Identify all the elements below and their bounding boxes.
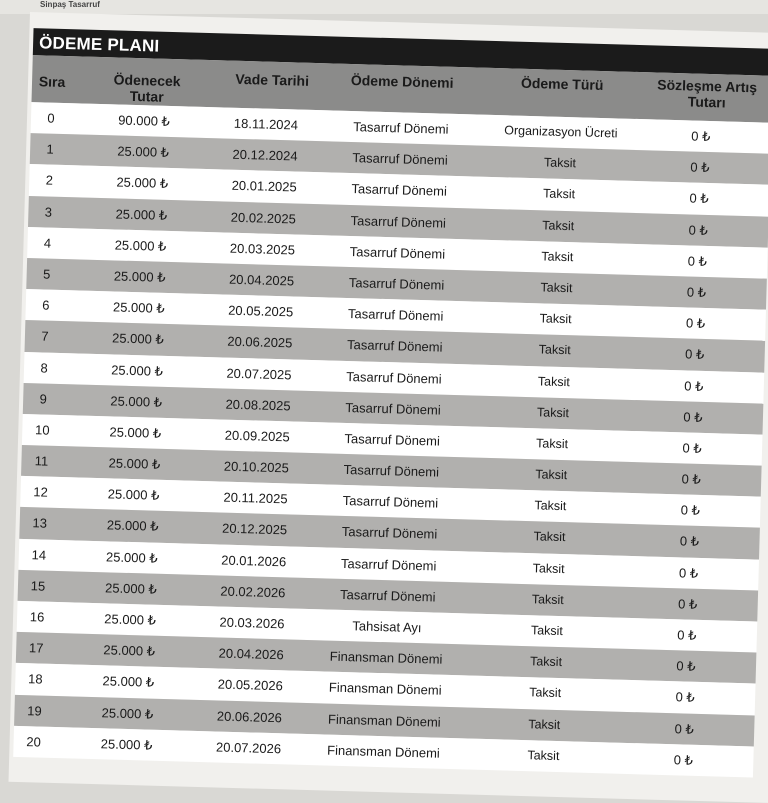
cell-vade: 20.03.2025: [229, 240, 296, 258]
cell-tutar: 25.000 ₺: [109, 424, 162, 441]
cell-vade: 20.08.2025: [225, 396, 291, 414]
cell-donem: Tasarruf Dönemi: [346, 337, 443, 355]
cell-tutar: 25.000 ₺: [107, 486, 160, 504]
cell-sira: 5: [42, 266, 51, 282]
cell-tur: Taksit: [533, 529, 566, 545]
cell-vade: 20.05.2025: [227, 302, 294, 320]
cell-tutar: 25.000 ₺: [104, 611, 157, 628]
cell-artis: 0 ₺: [688, 222, 708, 238]
cell-tur: Taksit: [535, 436, 569, 452]
cell-donem: Tasarruf Dönemi: [348, 274, 445, 293]
header-donem: Ödeme Dönemi: [350, 71, 454, 91]
cell-donem: Tasarruf Dönemi: [345, 399, 441, 418]
cell-donem: Tasarruf Dönemi: [340, 555, 437, 574]
cell-tur: Taksit: [528, 716, 561, 732]
cell-sira: 10: [34, 422, 50, 438]
cell-vade: 20.10.2025: [223, 458, 290, 476]
cell-tur: Taksit: [530, 623, 564, 639]
cell-vade: 20.06.2026: [216, 708, 283, 725]
cell-sira: 19: [27, 702, 42, 719]
cell-artis: 0 ₺: [680, 502, 701, 519]
cell-tutar: 25.000 ₺: [115, 206, 168, 223]
cell-tur: Taksit: [535, 467, 568, 483]
header-sira: Sıra: [38, 73, 66, 91]
cell-artis: 0 ₺: [674, 720, 695, 737]
cell-sira: 14: [31, 546, 47, 563]
cell-donem: Tasarruf Dönemi: [347, 306, 444, 324]
cell-donem: Tasarruf Dönemi: [344, 430, 441, 449]
cell-sira: 3: [44, 204, 53, 220]
cell-vade: 20.05.2026: [217, 676, 284, 694]
cell-donem: Tasarruf Dönemi: [343, 462, 440, 480]
cell-vade: 18.11.2024: [233, 115, 299, 133]
cell-tur: Taksit: [529, 685, 562, 701]
cell-vade: 20.04.2026: [218, 645, 284, 663]
cell-artis: 0 ₺: [684, 377, 704, 394]
cell-sira: 9: [39, 391, 48, 407]
cell-tutar: 25.000 ₺: [111, 330, 164, 348]
cell-tutar: 25.000 ₺: [102, 673, 155, 691]
header-tur: Ödeme Türü: [520, 74, 604, 94]
cell-tur: Taksit: [532, 560, 565, 576]
cell-tutar: 25.000 ₺: [112, 299, 165, 316]
cell-tur: Taksit: [543, 155, 577, 171]
cell-sira: 8: [40, 359, 48, 376]
cell-vade: 20.02.2025: [230, 209, 297, 227]
cell-artis: 0 ₺: [678, 564, 699, 581]
cell-tutar: 25.000 ₺: [103, 642, 156, 659]
cell-sira: 15: [30, 578, 46, 594]
cell-donem: Finansman Dönemi: [329, 648, 443, 667]
cell-tutar: 25.000 ₺: [101, 704, 154, 722]
cell-donem: Finansman Dönemi: [327, 711, 441, 730]
cell-tur: Taksit: [537, 373, 571, 389]
cell-tur: Taksit: [542, 217, 575, 233]
cell-tur: Taksit: [542, 186, 576, 202]
cell-tutar: 25.000 ₺: [104, 580, 157, 597]
cell-donem: Tahsisat Ayı: [352, 618, 422, 636]
cell-artis: 0 ₺: [690, 159, 710, 176]
table-title: ÖDEME PLANI: [38, 33, 160, 56]
cell-artis: 0 ₺: [684, 346, 705, 363]
cell-vade: 20.01.2026: [221, 552, 287, 569]
cell-sira: 7: [41, 328, 49, 344]
cell-tutar: 25.000 ₺: [111, 361, 164, 379]
cell-tur: Taksit: [540, 280, 573, 296]
cell-tur: Taksit: [538, 342, 571, 358]
cell-artis: 0 ₺: [683, 409, 703, 425]
cell-sira: 13: [32, 515, 48, 532]
cell-sira: 0: [47, 110, 55, 126]
cell-artis: 0 ₺: [679, 533, 700, 550]
cell-artis: 0 ₺: [676, 658, 696, 675]
cell-tutar: 25.000 ₺: [113, 268, 166, 285]
cell-artis: 0 ₺: [691, 128, 711, 145]
cell-tur: Taksit: [541, 249, 574, 265]
cell-sira: 18: [27, 671, 43, 687]
cell-sira: 6: [41, 297, 50, 313]
cell-sira: 1: [46, 141, 54, 157]
cell-sira: 12: [33, 484, 49, 500]
cell-donem: Tasarruf Dönemi: [351, 181, 448, 200]
cell-vade: 20.07.2025: [226, 365, 292, 382]
cell-vade: 20.03.2026: [219, 614, 285, 632]
cell-artis: 0 ₺: [677, 596, 698, 612]
document-sheet: [9, 12, 768, 803]
cell-tutar: 25.000 ₺: [110, 393, 163, 410]
cell-vade: 20.09.2025: [224, 427, 290, 445]
cell-artis: 0 ₺: [675, 689, 695, 706]
cell-tur: Taksit: [527, 747, 560, 763]
cell-artis: 0 ₺: [689, 190, 709, 207]
cell-tutar: 90.000 ₺: [117, 112, 171, 129]
cell-donem: Tasarruf Dönemi: [350, 212, 447, 231]
page-running-header: Sinpaş Tasarruf: [0, 0, 768, 14]
cell-donem: Tasarruf Dönemi: [352, 150, 448, 168]
cell-vade: 20.12.2024: [232, 146, 298, 164]
cell-vade: 20.04.2025: [228, 271, 295, 289]
header-artis: Sözleşme Artış Tutarı: [657, 76, 758, 111]
cell-tutar: 25.000 ₺: [116, 174, 169, 192]
cell-vade: 20.07.2026: [215, 739, 282, 757]
cell-artis: 0 ₺: [686, 284, 707, 300]
cell-artis: 0 ₺: [685, 315, 706, 332]
cell-artis: 0 ₺: [681, 471, 701, 487]
cell-tur: Taksit: [534, 498, 567, 514]
cell-sira: 16: [29, 609, 45, 625]
cell-artis: 0 ₺: [677, 627, 697, 643]
cell-artis: 0 ₺: [687, 253, 708, 269]
cell-sira: 11: [34, 453, 49, 469]
cell-vade: 20.06.2025: [227, 333, 293, 351]
cell-tutar: 25.000 ₺: [100, 736, 153, 753]
cell-tur: Taksit: [531, 592, 564, 607]
cell-sira: 17: [28, 640, 44, 656]
cell-sira: 20: [26, 733, 42, 750]
cell-donem: Finansman Dönemi: [328, 679, 442, 699]
cell-donem: Tasarruf Dönemi: [339, 586, 436, 605]
cell-tutar: 25.000 ₺: [117, 143, 170, 161]
cell-sira: 2: [45, 172, 54, 189]
cell-donem: Tasarruf Dönemi: [353, 119, 449, 137]
cell-vade: 20.11.2025: [223, 489, 288, 507]
cell-tur: Taksit: [529, 654, 563, 670]
header-vade: Vade Tarihi: [235, 70, 310, 89]
cell-tur: Taksit: [536, 405, 570, 420]
cell-sira: 4: [43, 235, 52, 251]
payment-plan-rows: [13, 102, 768, 777]
cell-donem: Finansman Dönemi: [326, 742, 441, 761]
cell-donem: Tasarruf Dönemi: [346, 368, 442, 387]
cell-tutar: 25.000 ₺: [114, 237, 167, 254]
cell-vade: 20.01.2025: [231, 178, 297, 195]
cell-tutar: 25.000 ₺: [108, 455, 161, 472]
cell-vade: 20.12.2025: [221, 521, 288, 538]
cell-artis: 0 ₺: [673, 752, 694, 768]
cell-donem: Tasarruf Dönemi: [342, 493, 439, 511]
cell-tutar: 25.000 ₺: [106, 517, 159, 535]
cell-donem: Tasarruf Dönemi: [349, 243, 446, 262]
cell-tutar: 25.000 ₺: [105, 548, 158, 566]
cell-donem: Tasarruf Dönemi: [341, 524, 438, 543]
cell-artis: 0 ₺: [682, 440, 702, 456]
header-tutar: Ödenecek Tutar: [113, 71, 181, 105]
cell-vade: 20.02.2026: [220, 583, 286, 601]
cell-tur: Taksit: [539, 311, 572, 327]
cell-tur: Organizasyon Ücreti: [504, 123, 618, 141]
